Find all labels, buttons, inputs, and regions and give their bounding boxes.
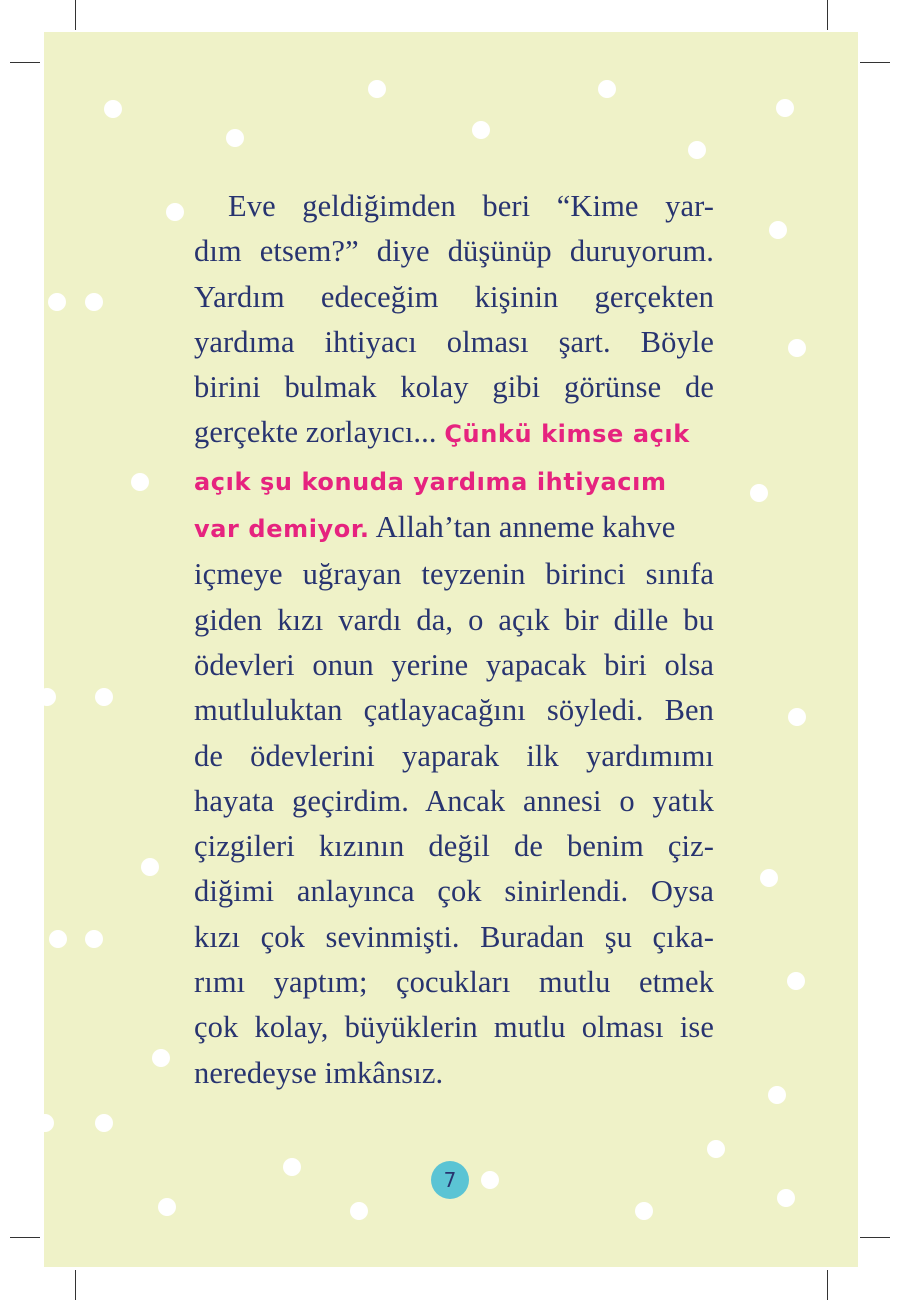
text-line: hayata geçirdim. Ancak annesi o yatık <box>194 783 714 818</box>
polka-dot <box>36 1114 54 1132</box>
polka-dot <box>750 484 768 502</box>
crop-mark <box>75 1270 76 1300</box>
polka-dot <box>226 129 244 147</box>
highlighted-text: var demiyor. <box>194 515 370 544</box>
polka-dot <box>777 1189 795 1207</box>
polka-dot <box>95 1114 113 1132</box>
crop-mark <box>827 0 828 30</box>
crop-mark <box>827 1270 828 1300</box>
text-segment: gerçekte zorlayıcı... <box>194 415 437 450</box>
polka-dot <box>472 121 490 139</box>
polka-dot <box>787 972 805 990</box>
polka-dot <box>368 80 386 98</box>
polka-dot <box>788 339 806 357</box>
polka-dot <box>776 99 794 117</box>
text-line: Eve geldiğimden beri “Kime yar- <box>228 189 714 223</box>
polka-dot <box>85 930 103 948</box>
crop-mark <box>860 1237 890 1238</box>
text-line <box>194 410 714 457</box>
crop-mark <box>10 1237 40 1238</box>
text-line: de ödevlerini yaparak ilk yardımımı <box>194 738 714 773</box>
text-line: mutluluktan çatlayacağını söyledi. Ben <box>194 693 714 728</box>
crop-mark <box>75 0 76 30</box>
polka-dot <box>141 858 159 876</box>
text-segment: Allah’tan anneme kahve <box>375 510 676 545</box>
text-line: çok kolay, büyüklerin mutlu olması ise <box>194 1010 714 1045</box>
text-line: kızı çok sevinmişti. Buradan şu çıka- <box>194 919 714 954</box>
crop-mark <box>860 62 890 63</box>
polka-dot <box>38 688 56 706</box>
polka-dot <box>769 221 787 239</box>
text-line <box>194 505 714 552</box>
page-number: 7 <box>431 1161 469 1199</box>
polka-dot <box>95 688 113 706</box>
text-line: rımı yaptım; çocukları mutlu etmek <box>194 965 714 1000</box>
polka-dot <box>152 1049 170 1067</box>
polka-dot <box>283 1158 301 1176</box>
text-line: yardıma ihtiyacı olması şart. Böyle <box>194 324 714 359</box>
text-line: giden kızı vardı da, o açık bir dille bu <box>194 602 714 637</box>
polka-dot <box>85 293 103 311</box>
polka-dot <box>158 1198 176 1216</box>
book-page <box>44 32 858 1267</box>
text-line: Yardım edeceğim kişinin gerçekten <box>194 279 714 314</box>
polka-dot <box>49 930 67 948</box>
polka-dot <box>688 141 706 159</box>
polka-dot <box>760 869 778 887</box>
polka-dot <box>707 1140 725 1158</box>
polka-dot <box>48 293 66 311</box>
polka-dot <box>768 1086 786 1104</box>
text-line: diğimi anlayınca çok sinirlendi. Oysa <box>194 874 714 909</box>
text-line: içmeye uğrayan teyzenin birinci sınıfa <box>194 557 714 592</box>
polka-dot <box>350 1202 368 1220</box>
highlighted-text: Çünkü kimse açık <box>444 420 690 449</box>
polka-dot <box>131 473 149 491</box>
text-line: birini bulmak kolay gibi görünse de <box>194 370 714 405</box>
text-line: çizgileri kızının değil de benim çiz- <box>194 829 714 864</box>
polka-dot <box>788 708 806 726</box>
polka-dot <box>104 100 122 118</box>
story-paragraph <box>194 184 714 1096</box>
crop-mark <box>10 62 40 63</box>
polka-dot <box>635 1202 653 1220</box>
text-line: ödevleri onun yerine yapacak biri olsa <box>194 647 714 682</box>
polka-dot <box>598 80 616 98</box>
text-line: neredeyse imkânsız. <box>194 1055 444 1090</box>
highlighted-text: açık şu konuda yardıma ihtiyacım <box>194 467 667 496</box>
polka-dot <box>481 1171 499 1189</box>
text-line <box>194 458 714 505</box>
polka-dot <box>166 203 184 221</box>
text-line: dım etsem?” diye düşünüp duruyorum. <box>194 234 714 269</box>
